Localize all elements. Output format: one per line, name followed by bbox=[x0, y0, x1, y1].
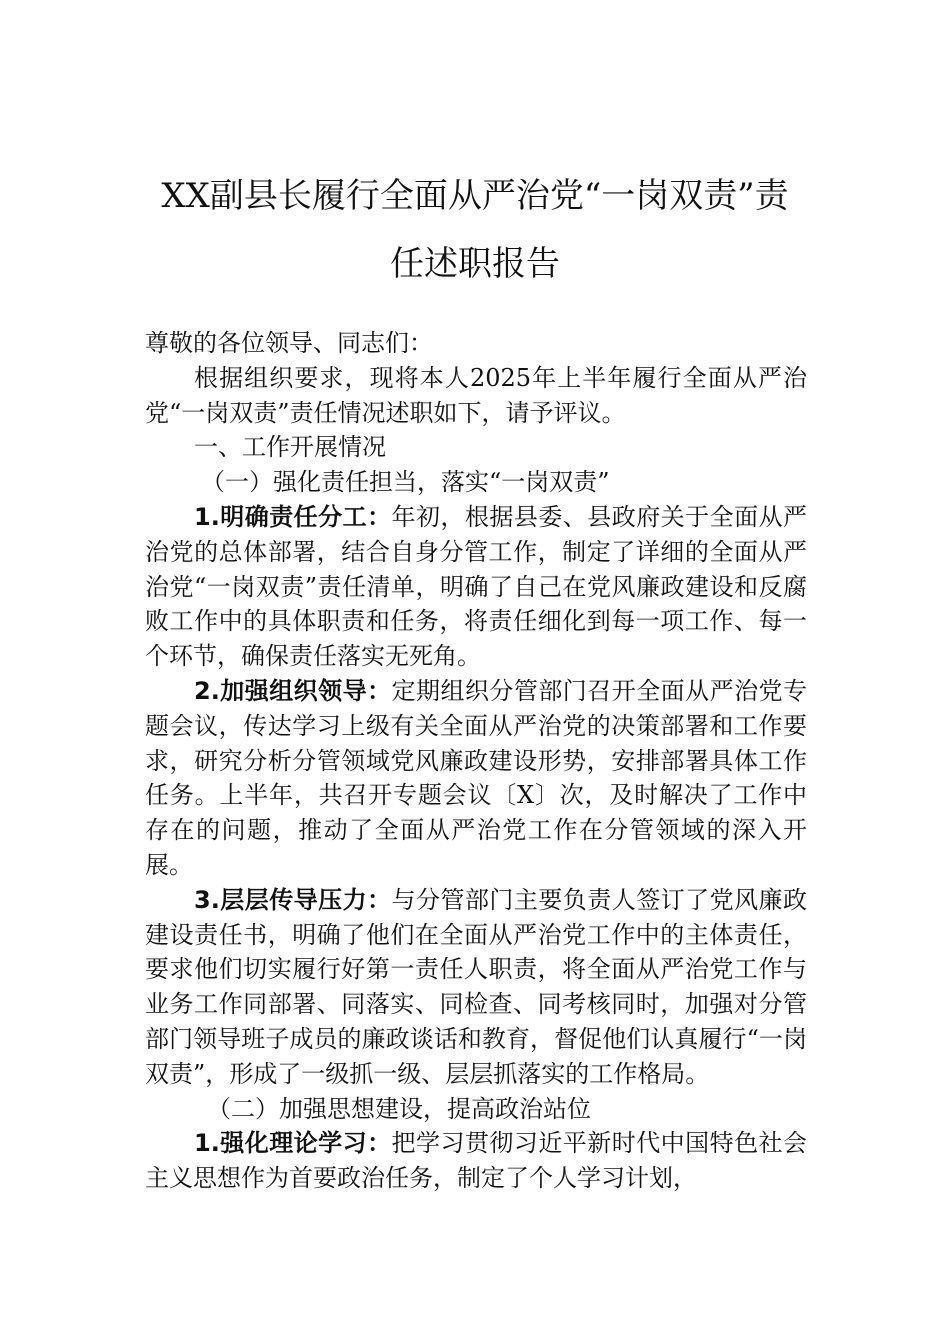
title-line-2: 任述职报告 bbox=[390, 244, 560, 284]
title-line-1: XX副县长履行全面从严治党“一岗双责”责 bbox=[161, 176, 789, 216]
subsection-heading: （一）强化责任担当，落实“一岗双责” bbox=[201, 468, 610, 497]
item-text: 定期组织分管部门召开全面从严治党专题会议，传达学习上级有关全面从严治党的决策部署和工作要求，研究分析分管领域党风廉政建设形势，安排部署具体工作任务。上半年，共召开专题会议〔X〕次，及时解决了工作中存在的问题，推动了全面从严治党工作在分管领域的深入开展。 bbox=[145, 676, 807, 879]
intro-paragraph: 根据组织要求，现将本人2025年上半年履行全面从严治党“一岗双责”责任情况述职如下，请予评议。 bbox=[145, 363, 807, 427]
item-text: 与分管部门主要负责人签订了党风廉政建设责任书，明确了他们在全面从严治党工作中的主体责任，要求他们切实履行好第一责任人职责，将全面从严治党工作与业务工作同部署、同落实、同检查、同考核同时，加强对分管部门领导班子成员的廉政谈话和教育，督促他们认真履行“一岗双责”，形成了一级抓一级、层层抓落实的工作格局。 bbox=[145, 885, 807, 1088]
item-text: 把学习贯彻习近平新时代中国特色社会主义思想作为首要政治任务，制定了个人学习计划， bbox=[145, 1129, 807, 1193]
item-label: 1.强化理论学习： bbox=[194, 1129, 392, 1158]
item-label: 3.层层传导压力： bbox=[194, 885, 392, 914]
paragraph-item-3 bbox=[145, 883, 807, 1092]
salutation: 尊敬的各位领导、同志们： bbox=[145, 329, 433, 357]
item-label: 2.加强组织领导： bbox=[194, 676, 392, 705]
paragraph-item-1 bbox=[145, 500, 807, 674]
item-text: 年初，根据县委、县政府关于全面从严治党的总体部署，结合自身分管工作，制定了详细的全面从严治党“一岗双责”责任清单，明确了自己在党风廉政建设和反腐败工作中的具体职责和任务，将责任细化到每一项工作、每一个环节，确保责任落实无死角。 bbox=[145, 502, 807, 671]
item-label: 1.明确责任分工： bbox=[194, 502, 392, 531]
paragraph-item-4 bbox=[145, 1126, 807, 1196]
document-body bbox=[145, 326, 807, 1196]
document-title bbox=[140, 162, 810, 298]
section-heading: 一、工作开展情况 bbox=[194, 433, 386, 462]
subsection-heading: （二）加强思想建设，提高政治站位 bbox=[207, 1094, 591, 1123]
paragraph-item-2 bbox=[145, 674, 807, 883]
